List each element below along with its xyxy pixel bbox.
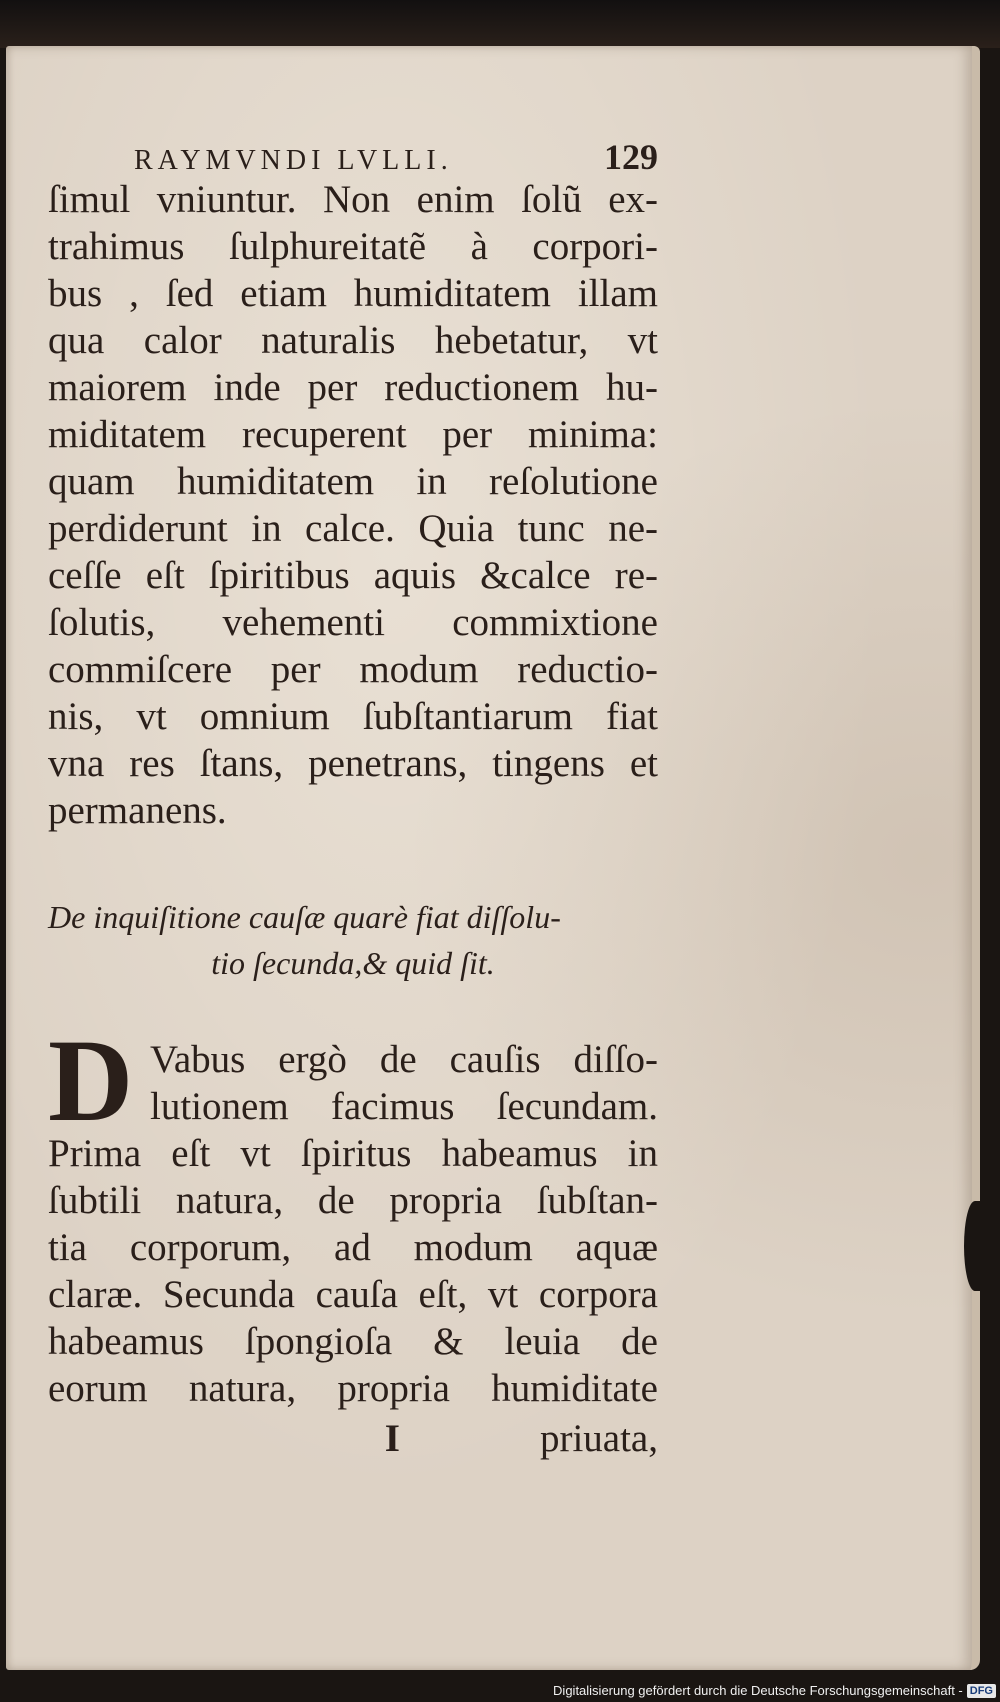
- text-line: bus , ſed etiam humiditatem illam: [48, 272, 658, 315]
- section-title-line-1: De inquiſitione cauſæ quarè fiat diſſolu-: [48, 899, 561, 935]
- text-line: nis, vt omnium ſubſtantiarum fiat: [48, 695, 658, 738]
- text-line: trahimus ſulphureitatẽ à corpori-: [48, 225, 658, 268]
- text-line: eorum natura, propria humiditate: [48, 1367, 658, 1410]
- drop-cap: D: [48, 1015, 134, 1146]
- text-line: quam humiditatem in reſolutione: [48, 460, 658, 503]
- text-line: lutionem facimus ſecundam.: [150, 1085, 658, 1128]
- page-header: [134, 136, 658, 176]
- text-line: miditatem recuperent per minima:: [48, 413, 658, 456]
- text-line: ſubtili natura, de propria ſubſtan-: [48, 1179, 658, 1222]
- text-line: perdiderunt in calce. Quia tunc ne-: [48, 507, 658, 550]
- text-line: claræ. Secunda cauſa eſt, vt corpora: [48, 1273, 658, 1316]
- page-number: 129: [604, 137, 658, 177]
- text-line: ſimul vniuntur. Non enim ſolũ ex-: [48, 178, 658, 221]
- page-footer: [48, 1414, 658, 1464]
- digitization-credit: [553, 1683, 996, 1698]
- catchword: priuata,: [539, 1417, 658, 1460]
- text-line: ſolutis, vehementi commixtione: [48, 601, 658, 644]
- section-title-line-2: tio ſecunda,& quid ſit.: [211, 945, 495, 981]
- section-title: [48, 894, 658, 986]
- text-line: ceſſe eſt ſpiritibus aquis &calce re-: [48, 554, 658, 597]
- text-line: Prima eſt vt ſpiritus habeamus in: [48, 1132, 658, 1175]
- scanner-background-top: [0, 0, 1000, 48]
- page-text: [48, 136, 658, 1464]
- text-line: permanens.: [48, 789, 227, 832]
- text-line: tia corporum, ad modum aquæ: [48, 1226, 658, 1269]
- book-page: [6, 46, 980, 1670]
- signature-mark: I: [384, 1417, 400, 1460]
- text-line: habeamus ſpongioſa & leuia de: [48, 1320, 658, 1363]
- paragraph-1: [48, 176, 658, 834]
- text-line: vna res ſtans, penetrans, tingens et: [48, 742, 658, 785]
- running-head: RAYMVNDI LVLLI.: [134, 145, 453, 176]
- page-edge-notch: [964, 1201, 986, 1291]
- text-line: qua calor naturalis hebetatur, vt: [48, 319, 658, 362]
- paragraph-2: [48, 1015, 658, 1412]
- dfg-logo: DFG: [967, 1684, 996, 1698]
- text-line: maiorem inde per reductionem hu-: [48, 366, 658, 409]
- text-line: commiſcere per modum reductio-: [48, 648, 658, 691]
- credit-text: Digitalisierung gefördert durch die Deutsche Forschungsgemeinschaft -: [553, 1683, 963, 1698]
- text-line: Vabus ergò de cauſis diſſo-: [150, 1038, 658, 1081]
